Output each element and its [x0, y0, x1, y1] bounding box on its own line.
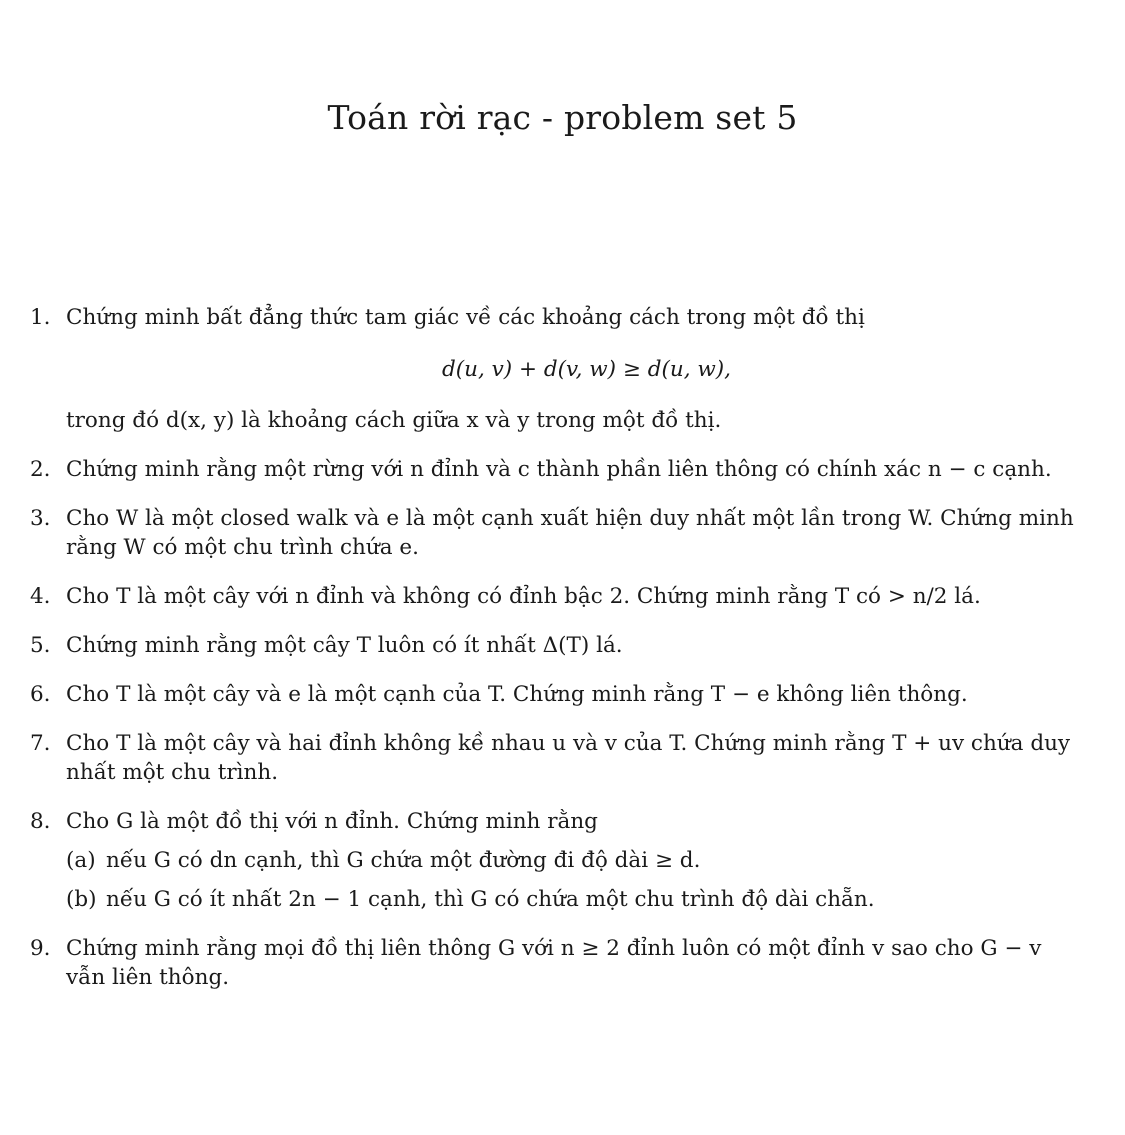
subitem-label: (a): [66, 848, 96, 873]
problem-text: Chứng minh rằng mọi đồ thị liên thông G với n ≥ 2 đỉnh luôn có một đỉnh v sao cho G − v vẫn liên thông.: [66, 936, 1042, 990]
problem-text: Cho G là một đồ thị với n đỉnh. Chứng minh rằng: [66, 809, 598, 834]
problem-followup-text: trong đó d(x, y) là khoảng cách giữa x và y trong một đồ thị.: [66, 408, 722, 433]
subitem-text: nếu G có dn cạnh, thì G chứa một đường đi độ dài ≥ d.: [106, 848, 701, 873]
problem-8: [0, 807, 1125, 914]
problem-text: Cho T là một cây với n đỉnh và không có đỉnh bậc 2. Chứng minh rằng T có > n/2 lá.: [66, 584, 981, 609]
problem-7: [0, 729, 1125, 787]
problem-number: 9.: [30, 936, 51, 961]
problem-number: 1.: [30, 305, 51, 330]
subitem-text: nếu G có ít nhất 2n − 1 cạnh, thì G có chứa một chu trình độ dài chẵn.: [106, 887, 875, 912]
display-equation: d(u, v) + d(v, w) ≥ d(u, w),: [441, 357, 732, 382]
problem-2: [0, 455, 1125, 484]
problem-text: Chứng minh rằng một rừng với n đỉnh và c thành phần liên thông có chính xác n − c cạnh.: [66, 457, 1052, 482]
problem-text: Chứng minh bất đẳng thức tam giác về các khoảng cách trong một đồ thị: [66, 305, 865, 330]
problem-number: 8.: [30, 809, 51, 834]
problem-number: 2.: [30, 457, 51, 482]
problem-text: Cho W là một closed walk và e là một cạnh xuất hiện duy nhất một lần trong W. Chứng minh rằng W có một chu trình chứa e.: [66, 506, 1074, 560]
problem-text: Chứng minh rằng một cây T luôn có ít nhất Δ(T) lá.: [66, 633, 623, 658]
problem-5: [0, 631, 1125, 660]
subitem-a: [66, 846, 1087, 875]
problem-1: [0, 303, 1125, 435]
problem-number: 4.: [30, 584, 51, 609]
problem-list: [0, 303, 1125, 1012]
problem-text: Cho T là một cây và hai đỉnh không kề nhau u và v của T. Chứng minh rằng T + uv chứa duy nhất một chu trình.: [66, 731, 1071, 785]
problem-number: 3.: [30, 506, 51, 531]
problem-4: [0, 582, 1125, 611]
subitem-label: (b): [66, 887, 97, 912]
problem-6: [0, 680, 1125, 709]
problem-number: 5.: [30, 633, 51, 658]
document-title: Toán rời rạc - problem set 5: [327, 98, 798, 137]
problem-9: [0, 934, 1125, 992]
problem-3: [0, 504, 1125, 562]
problem-text: Cho T là một cây và e là một cạnh của T. Chứng minh rằng T − e không liên thông.: [66, 682, 968, 707]
problem-number: 7.: [30, 731, 51, 756]
problem-number: 6.: [30, 682, 51, 707]
subitem-b: [66, 885, 1087, 914]
